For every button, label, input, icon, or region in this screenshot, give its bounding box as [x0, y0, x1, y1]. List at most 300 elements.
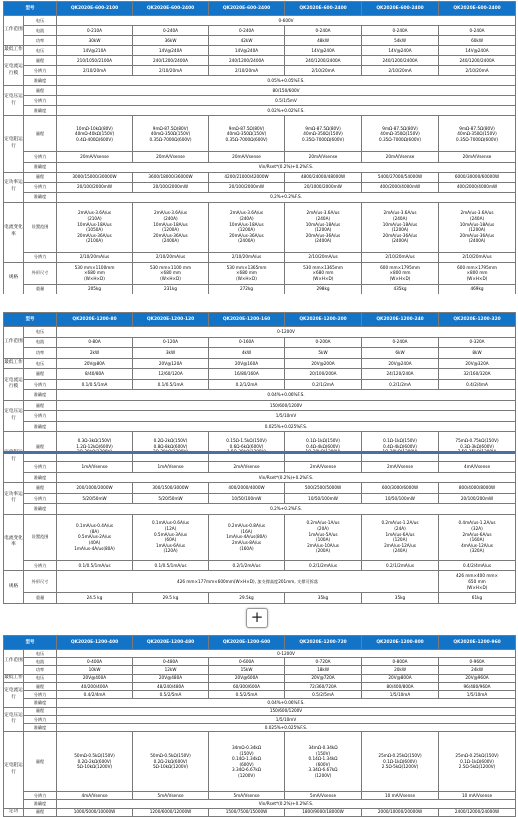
spec-value: 20V@960A [439, 674, 516, 682]
spec-value: 3000/15000/30000W [57, 172, 133, 182]
spec-value: 35kg [285, 593, 362, 604]
table-row [4, 106, 516, 116]
parameter-label: 电压 [24, 674, 57, 682]
parameter-label: 分辨力 [24, 560, 57, 571]
spec-value: 5kW [285, 348, 362, 359]
parameter-label: 量程 [24, 432, 57, 462]
spec-value: 1mA/Vsense [57, 462, 133, 473]
table-row [4, 732, 516, 792]
spec-value: 0.1/0.5/1mA [57, 379, 133, 390]
parameter-label: 外形尺寸 [24, 571, 57, 593]
spec-value: 600 mm×1795mm ×800 mm (W×H×D) [362, 262, 439, 284]
spec-value: 36kW [133, 36, 209, 46]
category-label: 最低工作 [4, 358, 24, 369]
parameter-label: 量程 [24, 808, 57, 816]
spec-value: 20/100/2000mW [57, 182, 133, 192]
table-row [4, 699, 516, 707]
spec-value: 60/300/600A [209, 682, 285, 690]
table-row [4, 462, 516, 473]
model-name: QK2020E-600-2400 [133, 2, 209, 16]
table-row [4, 369, 516, 380]
spec-value: 34mΩ-0.34kΩ (150V) 0.14Ω-1.34kΩ (600V) 3.34Ω-6.67kΩ (1200V) [209, 732, 285, 792]
spec-value: 20V@720A [285, 674, 362, 682]
parameter-label: 分辨力 [24, 379, 57, 390]
table-row [4, 421, 516, 432]
spec-value: 0.2/1/2mA/us [362, 560, 439, 571]
spec-value: 469kg [439, 284, 516, 294]
parameter-label: 电压 [24, 327, 57, 338]
table-row [4, 593, 516, 604]
spec-value-merged: 0.04%+0.06%F.S. [57, 390, 516, 401]
category-label: 电流变化率 [4, 514, 24, 571]
spec-value: 20/1000/2000mW [285, 182, 362, 192]
spec-value-merged: Vin/Rset*(0.2%)+0.2%F.S. [57, 800, 516, 808]
spec-value: 0.5/2/5mA [209, 691, 285, 699]
spec-value-merged: 0.2%+0.2%F.S. [57, 192, 516, 202]
model-name: QK2020E-600-2400 [209, 2, 285, 16]
spec-value: 20mA/Vsense [362, 152, 439, 162]
parameter-label: 准确度 [24, 800, 57, 808]
spec-value: 400/2000/4000mW [439, 182, 516, 192]
spec-value: 0.5/2/5mA [285, 691, 362, 699]
table-row [4, 86, 516, 96]
table-row [4, 46, 516, 56]
table-row [4, 252, 516, 262]
spec-value: 20mA/Vsense [285, 152, 362, 162]
parameter-label: 功率 [24, 666, 57, 674]
spec-value: 0-600A [209, 658, 285, 666]
spec-value: 530 mm×1100mm ×680 mm (W×H×D) [57, 262, 133, 284]
table-row [4, 327, 516, 338]
table-row [4, 182, 516, 192]
table-row [4, 116, 516, 152]
spec-value: 0-210A [57, 26, 133, 36]
parameter-label: 设置范围 [24, 514, 57, 560]
spec-value: 0.2mA/us-1.2A/us (24A) 1mA/us-6A/us (120A) 2mA/us-12A/us (240A) [362, 514, 439, 560]
parameter-label: 准确度 [24, 192, 57, 202]
spec-value: 5mA/Vsense [133, 792, 209, 800]
model-name: QK2020E-1200-200 [285, 313, 362, 327]
spec-value-merged: 0-1200V [57, 327, 516, 338]
table-row [4, 691, 516, 699]
spec-value: 35kg [362, 593, 439, 604]
spec-value: 435kg [362, 284, 439, 294]
model-label: 型号 [4, 636, 57, 650]
spec-value: 16/80/160A [209, 369, 285, 380]
spec-value: 20V@240A [362, 358, 439, 369]
spec-value: 272kg [209, 284, 285, 294]
spec-value: 4mA/Vsense [439, 462, 516, 473]
model-name: QK2020E-1200-240 [362, 313, 439, 327]
spec-value-merged: 0.02%+0.02%F.S. [57, 106, 516, 116]
spec-value: 48kW [285, 36, 362, 46]
spec-value: 2mA/us-3.6A/us (240A) 10mA/us-18A/us (1200A) 20mA/us-36A/us (2400A) [439, 202, 516, 252]
row-highlight-divider [3, 451, 515, 454]
spec-value-merged: 1/5/10mV [57, 715, 516, 723]
spec-value: 240/1200/2400A [133, 56, 209, 66]
parameter-label: 分辨力 [24, 411, 57, 422]
table-row [4, 504, 516, 515]
spec-value: 4mA/Vsense [57, 792, 133, 800]
spec-value: 800/4000/8000W [439, 483, 516, 494]
table-row [4, 56, 516, 66]
spec-value: 1800/9000/18000W [285, 808, 362, 816]
spec-value: 0-240A [133, 26, 209, 36]
table-row [4, 76, 516, 86]
model-name: QK2020E-1200-960 [439, 636, 516, 650]
spec-value: 1mA/Vsense [133, 462, 209, 473]
spec-value: 231kg [133, 284, 209, 294]
spec-value: 2mA/us-3.6A/us (240A) 10mA/us-18A/us (1200A) 20mA/us-36A/us (2400A) [285, 202, 362, 252]
spec-value: 20V@80A [57, 358, 133, 369]
parameter-label: 量程 [24, 172, 57, 182]
table-row [4, 262, 516, 284]
table-row [4, 390, 516, 401]
model-name: QK2020E-1200-320 [439, 313, 516, 327]
parameter-label: 准确度 [24, 106, 57, 116]
spec-value-merged: 0-1200V [57, 650, 516, 658]
spec-value: 24kW [439, 666, 516, 674]
spec-value: 2mA/Vsense [209, 462, 285, 473]
parameter-label: 量程 [24, 116, 57, 152]
table-row [4, 172, 516, 182]
spec-value: 2mA/us-3.6A/us (240A) 10mA/us-18A/us (1200A) 20mA/us-36A/us (2400A) [362, 202, 439, 252]
parameter-label: 准确度 [24, 421, 57, 432]
spec-value: 5mA/Vsense [285, 792, 362, 800]
parameter-label: 量程 [24, 56, 57, 66]
spec-value: 0-480A [133, 658, 209, 666]
spec-value: 400/2000/4000W [209, 483, 285, 494]
spec-value: 0-160A [209, 337, 285, 348]
table-row [4, 571, 516, 593]
parameter-label: 准确度 [24, 504, 57, 515]
spec-value-merged: Vin/Rset*(0.2%)+0.2%F.S. [57, 162, 516, 172]
spec-value: 4kW [209, 348, 285, 359]
spec-value: 2400/12000/24000W [439, 808, 516, 816]
spec-value: 60kW [439, 36, 516, 46]
table-row [4, 202, 516, 252]
spec-value: 240/1200/2400A [209, 56, 285, 66]
spec-value: 9mΩ-87.5Ω(80V) 40mΩ-350Ω(150V) 0.35Ω-7000Ω(600V) [439, 116, 516, 152]
model-name: QK2020E-1200-160 [209, 313, 285, 327]
table-row [4, 560, 516, 571]
spec-value: 0-800A [362, 658, 439, 666]
spec-value: 2/10/20mA [57, 66, 133, 76]
spec-value: 20mA/Vsense [133, 152, 209, 162]
parameter-label: 分辨力 [24, 691, 57, 699]
spec-value: 0.2Ω-2kΩ(150V) 0.8Ω-8kΩ(600V) [133, 432, 209, 462]
spec-value: 24.5 kg [57, 593, 133, 604]
category-label: 规格 [4, 571, 24, 604]
spec-value: 20/100/200A [285, 369, 362, 380]
spec-value: 0-240A [362, 337, 439, 348]
spec-value: 2/10/20mA/us [285, 252, 362, 262]
spec-value: 14V@240A [133, 46, 209, 56]
spec-value: 20mA/Vsense [209, 152, 285, 162]
parameter-label: 分辨力 [24, 96, 57, 106]
category-label: 工作范围 [4, 16, 24, 46]
spec-value: 2/10/20mA/us [209, 252, 285, 262]
spec-value: 2/10/20mA/us [57, 252, 133, 262]
table-row [4, 66, 516, 76]
model-name: QK2020E-600-2400 [362, 2, 439, 16]
parameter-label: 量程 [24, 369, 57, 380]
spec-value-merged: 0.05%+0.05%F.S. [57, 76, 516, 86]
spec-value: 1500/7500/15000W [209, 808, 285, 816]
spec-value: 29.5kg [209, 593, 285, 604]
category-label: 定电流运行模 [4, 56, 24, 86]
parameter-label: 量程 [24, 86, 57, 96]
spec-value: 24/120/240A [362, 369, 439, 380]
table-row [4, 715, 516, 723]
table-row [4, 358, 516, 369]
table-row [4, 472, 516, 483]
spec-value: 2/10/20mA/us [439, 252, 516, 262]
model-name: QK2020E-1200-120 [133, 313, 209, 327]
spec-value: 9mΩ-87.5Ω(80V) 40mΩ-350Ω(150V) 0.35Ω-7000Ω(600V) [133, 116, 209, 152]
spec-value: 6000/30000/60000W [439, 172, 516, 182]
model-name: QK2020E-1200-80 [57, 313, 133, 327]
spec-value: 10mΩ-10kΩ(80V) 40mΩ-40kΩ(150V) 0.4Ω-400Ω(600V) [57, 116, 133, 152]
table-row [4, 192, 516, 202]
spec-value: 1000/5000/10000W [57, 808, 133, 816]
model-name: QK2020E-1200-600 [209, 636, 285, 650]
table-row [4, 792, 516, 800]
spec-value: 30kW [57, 36, 133, 46]
spec-value: 0-720A [285, 658, 362, 666]
parameter-label: 准确度 [24, 723, 57, 731]
spec-value: 298kg [285, 284, 362, 294]
spec-value: 75mΩ-0.75kΩ(150V) 0.3Ω-3kΩ(600V) [439, 432, 516, 462]
spec-value: 5mA/Vsense [209, 792, 285, 800]
category-label: 最低工作 [4, 674, 24, 682]
spec-value: 2/10/20mA [209, 66, 285, 76]
spec-value: 0-240A [209, 26, 285, 36]
spec-value: 12kW [133, 666, 209, 674]
table-row [4, 483, 516, 494]
table-row [4, 800, 516, 808]
spec-value: 530 mm×1365mm ×680 mm (W×H×D) [209, 262, 285, 284]
spec-value: 0.2/1/2mA/us [285, 560, 362, 571]
table-row [4, 808, 516, 816]
category-label: 定电阻运行 [4, 116, 24, 172]
spec-value: 200/1000/2000W [57, 483, 133, 494]
spec-value: 4800/24000/48000W [285, 172, 362, 182]
parameter-label: 电压 [24, 358, 57, 369]
parameter-label: 分辨力 [24, 66, 57, 76]
spec-value: 2kW [57, 348, 133, 359]
spec-value: 0.1/0.5/1mA/us [133, 560, 209, 571]
spec-value: 0-400A [57, 658, 133, 666]
spec-value: 50mΩ-0.5kΩ(150V) 0.2Ω-2kΩ(600V) 5Ω-10kΩ(1200V) [57, 732, 133, 792]
spec-value: 96/480/960A [439, 682, 516, 690]
parameter-label: 分辨力 [24, 252, 57, 262]
spec-value: 6kW [362, 348, 439, 359]
spec-value: 20V@400A [57, 674, 133, 682]
table-row [4, 36, 516, 46]
spec-value: 80/400/800A [362, 682, 439, 690]
spec-value: 400/2000/4000mW [362, 182, 439, 192]
spec-value: 54kW [362, 36, 439, 46]
spec-value-merged: 80/150/600V [57, 86, 516, 96]
spec-value-merged: 1/5/10mV [57, 411, 516, 422]
spec-table-panel-600v [3, 1, 515, 295]
category-label: 最低工作 [4, 46, 24, 56]
category-label: 定电压运行 [4, 707, 24, 732]
spec-value: 14V@240A [285, 46, 362, 56]
spec-value-merged: 150/600/1200V [57, 400, 516, 411]
model-label: 型号 [4, 313, 57, 327]
spec-value: 0.1Ω-1kΩ(150V) 0.4Ω-4kΩ(600V) [362, 432, 439, 462]
spec-value: 240/1200/2400A [362, 56, 439, 66]
spec-value: 10 mA/Vsense [362, 792, 439, 800]
spec-table [3, 312, 516, 604]
spec-value: 0.4mA/us-1.2A/us (32A) 2mA/us-6A/us (160A) 4mA/us-12A/us (320A) [439, 514, 516, 560]
spec-value-merged: 0-600V [57, 16, 516, 26]
spec-value-merged: Vin/Rset*(0.2%)+0.2%F.S. [57, 472, 516, 483]
spec-value: 0.2/1/2mA/us [209, 560, 285, 571]
spec-value: 14V@240A [362, 46, 439, 56]
parameter-label: 电流 [24, 337, 57, 348]
spec-value: 210/1050/2100A [57, 56, 133, 66]
table-row [4, 152, 516, 162]
table-row [4, 682, 516, 690]
category-label: 定功 [4, 808, 24, 816]
spec-value: 9mΩ-87.5Ω(80V) 40mΩ-350Ω(150V) 0.35Ω-7000Ω(600V) [362, 116, 439, 152]
spec-value: 4200/21000/42000W [209, 172, 285, 182]
spec-value: 1/5/10mA [362, 691, 439, 699]
spec-value: 0-200A [285, 337, 362, 348]
spec-value: 2mA/us-3.6A/us (210A) 10mA/us-18A/us (1050A) 20mA/us-36A/us (2100A) [57, 202, 133, 252]
table-row [4, 96, 516, 106]
table-row [4, 337, 516, 348]
model-name: QK2020E-600-2100 [57, 2, 133, 16]
spec-value: 72/360/720A [285, 682, 362, 690]
spec-value: 0.2/1/2mA [285, 379, 362, 390]
spec-value: 2/10/20mA [362, 66, 439, 76]
spec-value: 2/10/20mA [439, 66, 516, 76]
parameter-label: 电压 [24, 16, 57, 26]
parameter-label: 设置范围 [24, 202, 57, 252]
parameter-label: 量程 [24, 682, 57, 690]
spec-value: 10/50/100mW [362, 493, 439, 504]
spec-value: 2mA/us-3.6A/us (240A) 10mA/us-18A/us (1200A) 20mA/us-36A/us (2400A) [209, 202, 285, 252]
model-name: QK2020E-600-2400 [439, 2, 516, 16]
spec-value: 20/100/2000mW [133, 182, 209, 192]
category-label: 工作范围 [4, 327, 24, 359]
spec-value: 0.2mA/us-1A/us (20A) 1mA/us-5A/us (100A) 2mA/us-10A/us (200A) [285, 514, 362, 560]
spec-table-panel-1200v-low [3, 312, 515, 604]
spec-value: 600 mm×1795mm ×800 mm (W×H×D) [439, 262, 516, 284]
spec-value: 1/5/10mA [439, 691, 516, 699]
category-label: 定电流运行 [4, 682, 24, 707]
spec-value: 300/1500/3000W [133, 483, 209, 494]
spec-table [3, 635, 516, 817]
spec-value: 20mA/Vsense [57, 152, 133, 162]
spec-value: 0.1/0.5/1mA/us [57, 560, 133, 571]
spec-value: 48/240/480A [133, 682, 209, 690]
parameter-label: 准确度 [24, 472, 57, 483]
spec-value: 0.3Ω-3kΩ(150V) 1.2Ω-12kΩ(600V) [57, 432, 133, 462]
spec-value: 20V@200A [285, 358, 362, 369]
model-label: 型号 [4, 2, 57, 16]
table-row [4, 723, 516, 731]
spec-value-merged: 0.04%+0.06%F.S. [57, 699, 516, 707]
spec-value: 3kW [133, 348, 209, 359]
spec-value: 14V@240A [209, 46, 285, 56]
table-row [4, 162, 516, 172]
spec-value: 42kW [209, 36, 285, 46]
parameter-label: 分辨力 [24, 715, 57, 723]
spec-value: 240/1200/2400A [439, 56, 516, 66]
spec-value: 20V@600A [209, 674, 285, 682]
model-name: QK2020E-1200-800 [362, 636, 439, 650]
table-row [4, 16, 516, 26]
panel-gap [0, 294, 518, 312]
parameter-label: 量程 [24, 400, 57, 411]
spec-value: 0.5/2/5mA [133, 691, 209, 699]
table-row [4, 313, 516, 327]
spec-value: 14V@240A [439, 46, 516, 56]
model-name: QK2020E-600-2400 [285, 2, 362, 16]
spec-value: 426 mm×400 mm× 650 mm (W×H×D) [439, 571, 516, 593]
category-label: 定功率运行 [4, 483, 24, 515]
spec-value: 0.2/1/2mA [209, 379, 285, 390]
spec-value-merged: 0.5/1/5mV [57, 96, 516, 106]
zoom-in-button[interactable]: + [246, 608, 268, 628]
spec-value: 29.5 kg [133, 593, 209, 604]
spec-value: 20V@320A [439, 358, 516, 369]
spec-value: 10 mA/Vsense [439, 792, 516, 800]
spec-value: 9mΩ-87.5Ω(80V) 40mΩ-350Ω(150V) 0.35Ω-7000Ω(600V) [209, 116, 285, 152]
spec-value: 20/100/2000mW [209, 182, 285, 192]
spec-value: 0.2/1/2mA [362, 379, 439, 390]
table-row [4, 411, 516, 422]
spec-value: 32/160/320A [439, 369, 516, 380]
spec-value: 1200/6000/12000W [133, 808, 209, 816]
parameter-label: 重量 [24, 284, 57, 294]
category-label: 定电压运行 [4, 86, 24, 116]
table-row [4, 26, 516, 36]
parameter-label: 电压 [24, 46, 57, 56]
spec-value: 8kW [439, 348, 516, 359]
spec-value: 240/1200/2400A [285, 56, 362, 66]
parameter-label: 分辨力 [24, 152, 57, 162]
spec-value: 0-240A [362, 26, 439, 36]
table-row [4, 493, 516, 504]
spec-value: 3600/18000/36000W [133, 172, 209, 182]
spec-value: 0-80A [57, 337, 133, 348]
spec-value: 5/20/50mW [57, 493, 133, 504]
spec-value: 2mA/Vsense [285, 462, 362, 473]
spec-value: 600/3000/6000W [362, 483, 439, 494]
table-row [4, 432, 516, 462]
parameter-label: 外形尺寸 [24, 262, 57, 284]
table-row [4, 707, 516, 715]
spec-value: 0.4/2/4mA [57, 691, 133, 699]
spec-value-merged: 0.025%+0.025%F.S. [57, 421, 516, 432]
spec-value-merged: 426 mm×177mm×600mm(W×H×D), 加支撑高度201mm, 支撑可拆落 [57, 571, 439, 593]
spec-value: 20mA/Vsense [439, 152, 516, 162]
spec-value: 40/200/400A [57, 682, 133, 690]
spec-value: 8/40/80A [57, 369, 133, 380]
spec-value: 5/20/50mW [133, 493, 209, 504]
spec-value: 530 mm×1100 mm ×680 mm (W×H×D) [133, 262, 209, 284]
table-row [4, 650, 516, 658]
table-row [4, 379, 516, 390]
spec-value: 2/10/20mA/us [133, 252, 209, 262]
parameter-label: 重量 [24, 593, 57, 604]
